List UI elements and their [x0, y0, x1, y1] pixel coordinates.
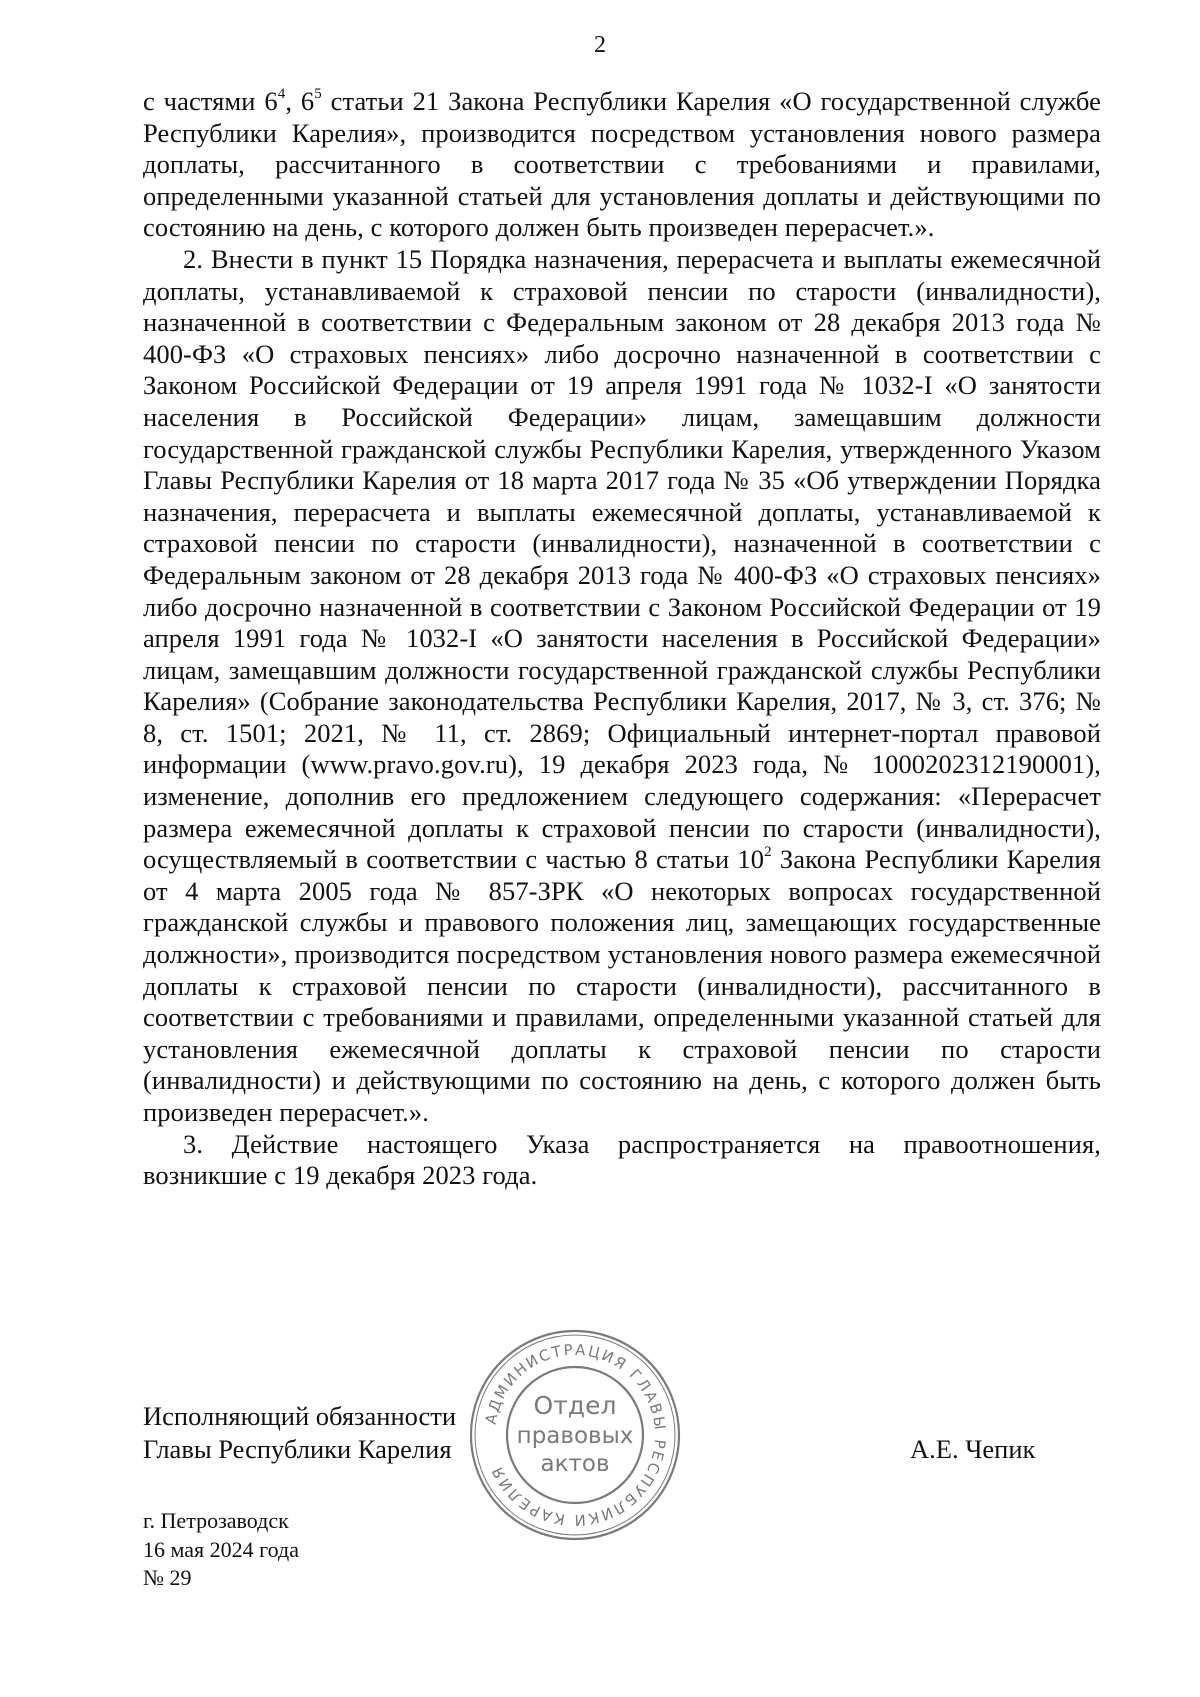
official-stamp	[468, 1328, 682, 1542]
document-body	[143, 86, 1101, 1192]
signatory-position	[143, 1400, 456, 1466]
stamp-line: Отдел	[533, 1391, 617, 1420]
superscript: 4	[277, 86, 286, 103]
superscript: 2	[764, 844, 772, 861]
page-number: 2	[594, 32, 606, 58]
paragraph-item-3: 3. Действие настоящего Указа распространяется на правоотношения, возникшие с 19 декабря 2023 года.	[143, 1128, 1101, 1191]
stamp-line: актов	[540, 1451, 610, 1477]
paragraph-text: статьи 21 Закона Республики Карелия «О государственной службе Республики Карелия», производится посредством установления нового размера доплаты, рассчитанного в соответствии с требованиями и правилами, определенными указанной статьей для установления доплаты и действующими по состоянию на день, с которого должен быть произведен перерасчет.».	[143, 86, 1101, 243]
paragraph-text: 2. Внести в пункт 15 Порядка назначения, перерасчета и выплаты ежемесячной доплаты, устанавливаемой к страховой пенсии по старости (инвалидности), назначенной в соответствии с Федеральным законом от 28 декабря 2013 года № 400-ФЗ «О страховых пенсиях» либо досрочно назначенной в соответствии с Законом Российской Федерации от 19 апреля 1991 года № 1032-I «О занятости населения в Российской Федерации» лицам, замещавшим должности государственной гражданской службы Республики Карелия, утвержденного Указом Главы Республики Карелия от 18 марта 2017 года № 35 «Об утверждении Порядка назначения, перерасчета и выплаты ежемесячной доплаты, устанавливаемой к страховой пенсии по старости (инвалидности), назначенной в соответствии с Федеральным законом от 28 декабря 2013 года № 400-ФЗ «О страховых пенсиях» либо досрочно назначенной в соответствии с Законом Российской Федерации от 19 апреля 1991 года № 1032-I «О занятости населения в Российской Федерации» лицам, замещавшим должности государственной гражданской службы Республики Карелия» (Собрание законодательства Республики Карелия, 2017, № 3, ст. 376; № 8, ст. 1501; 2021, № 11, ст. 2869; Официальный интернет-портал правовой информации (www.pravo.gov.ru), 19 декабря 2023 года, № 1000202312190001), изменение, дополнив его предложением следующего содержания: «Перерасчет размера ежемесячной доплаты к страховой пенсии по старости (инвалидности), осуществляемый в соответствии с частью 8 статьи 10	[143, 243, 1101, 875]
paragraph-text: с частями 6	[143, 86, 278, 116]
document-footer	[143, 1507, 299, 1593]
stamp-ring-text: АДМИНИСТРАЦИЯ ГЛАВЫ РЕСПУБЛИКИ КАРЕЛИЯ	[481, 1340, 670, 1530]
paragraph-text: Закона Республики Карелия от 4 марта 2005 года № 857-ЗРК «О некоторых вопросах государственной гражданской службы и правового положения лиц, замещающих государственные должности», производится посредством установления нового размера ежемесячной доплаты к страховой пенсии по старости (инвалидности), рассчитанного в соответствии с требованиями и правилами, определенными указанной статьей для установления ежемесячной доплаты к страховой пенсии по старости (инвалидности) и действующими по состоянию на день, с которого должен быть произведен перерасчет.».	[143, 844, 1101, 1127]
position-line: Исполняющий обязанности	[143, 1401, 457, 1431]
paragraph-text: , 6	[285, 86, 315, 116]
stamp-line: правовых	[516, 1423, 634, 1449]
footer-date: 16 мая 2024 года	[143, 1536, 299, 1562]
footer-number: № 29	[143, 1565, 192, 1590]
superscript: 5	[314, 86, 322, 103]
footer-city: г. Петрозаводск	[143, 1508, 289, 1533]
position-line: Главы Республики Карелия	[143, 1434, 452, 1464]
paragraph-item-2	[143, 244, 1101, 1129]
paragraph-continuation	[143, 86, 1101, 244]
signatory-name: А.Е. Чепик	[910, 1434, 1036, 1464]
